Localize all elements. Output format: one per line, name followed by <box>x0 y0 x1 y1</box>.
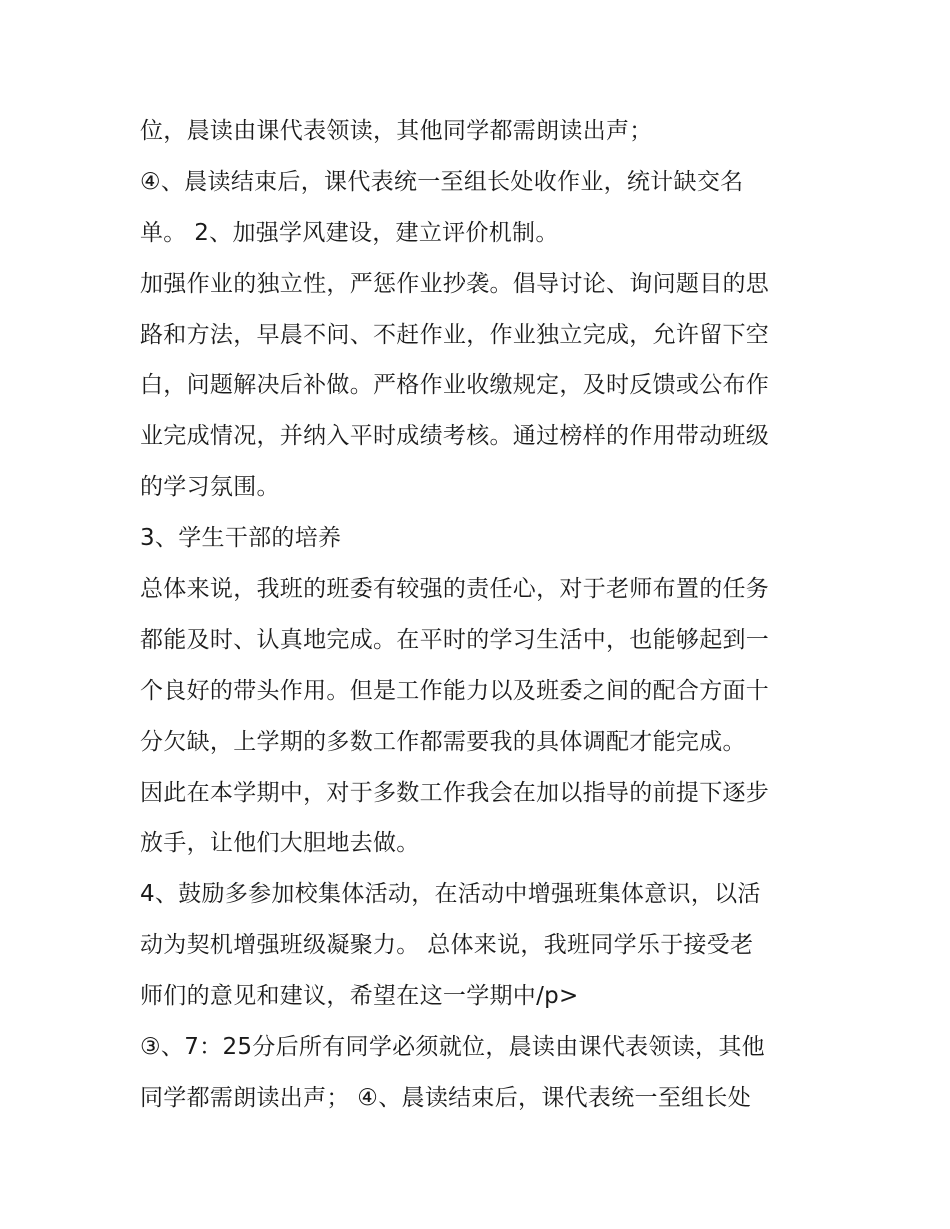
text-line-7: 业完成情况，并纳入平时成绩考核。通过榜样的作用带动班级 <box>140 423 770 450</box>
text-line-13: 分欠缺，上学期的多数工作都需要我的具体调配才能完成。 <box>140 728 746 755</box>
text-line-3: 单。 2、加强学风建设，建立评价机制。 <box>140 219 559 246</box>
text-line-11: 都能及时、认真地完成。在平时的学习生活中，也能够起到一 <box>140 626 770 653</box>
text-line-19: ③、7：25分后所有同学必须就位，晨读由课代表领读，其他 <box>140 1034 765 1061</box>
text-line-18: 师们的意见和建议，希望在这一学期中/p> <box>140 983 579 1010</box>
text-line-1: 位，晨读由课代表领读，其他同学都需朗读出声； <box>140 118 653 144</box>
text-line-5: 路和方法，早晨不问、不赶作业，作业独立完成，允许留下空 <box>140 321 770 348</box>
text-line-9: 3、学生干部的培养 <box>140 525 342 552</box>
text-line-4: 加强作业的独立性，严惩作业抄袭。倡导讨论、询问题目的思 <box>140 270 770 297</box>
text-line-10: 总体来说，我班的班委有较强的责任心，对于老师布置的任务 <box>140 576 770 603</box>
text-line-8: 的学习氛围。 <box>140 474 280 501</box>
text-line-12: 个良好的带头作用。但是工作能力以及班委之间的配合方面十 <box>140 677 770 704</box>
text-line-2: ④、晨读结束后，课代表统一至组长处收作业，统计缺交名 <box>140 168 744 195</box>
text-line-16: 4、鼓励多参加校集体活动，在活动中增强班集体意识，以活 <box>140 881 761 908</box>
text-line-14: 因此在本学期中，对于多数工作我会在加以指导的前提下逐步 <box>140 779 770 806</box>
text-line-20: 同学都需朗读出声； ④、晨读结束后，课代表统一至组长处 <box>140 1084 752 1111</box>
text-line-17: 动为契机增强班级凝聚力。 总体来说，我班同学乐于接受老 <box>140 932 754 959</box>
text-line-6: 白，问题解决后补做。严格作业收缴规定，及时反馈或公布作 <box>140 372 770 399</box>
text-line-15: 放手，让他们大胆地去做。 <box>140 830 420 857</box>
document-body <box>140 106 830 1124</box>
